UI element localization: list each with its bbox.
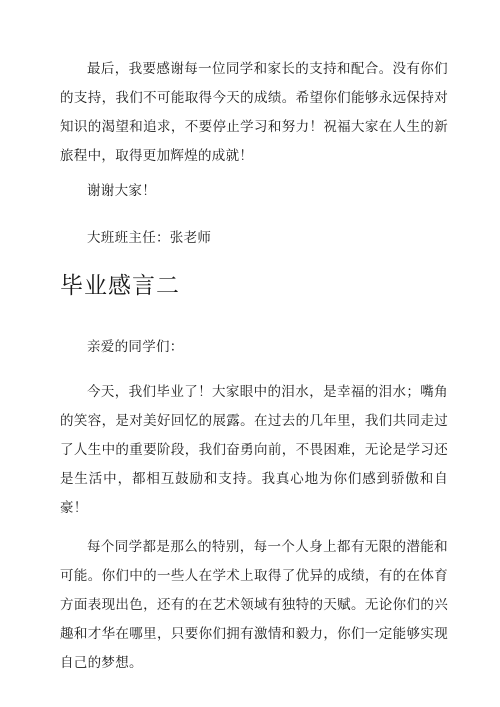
thanks-line: 谢谢大家！ — [87, 183, 156, 199]
greeting-line: 亲爱的同学们： — [87, 339, 184, 355]
signature-line: 大班班主任：张老师 — [87, 230, 212, 246]
closing-paragraph: 最后，我要感谢每一位同学和家长的支持和配合。没有你们的支持，我们不可能取得今天的成绩。希望你们能够永远保持对知识的渴望和追求，不要停止学习和努力！祝福大家在人生的新旅程中，取得更加辉煌的成就！ — [60, 61, 448, 164]
section-heading: 毕业感言二 — [60, 273, 180, 299]
body-paragraph-1: 今天，我们毕业了！大家眼中的泪水，是幸福的泪水；嘴角的笑容，是对美好回忆的展露。在过去的几年里，我们共同走过了人生中的重要阶段，我们奋勇向前，不畏困难，无论是学习还是生活中，都相互鼓励和支持。我真心地为你们感到骄傲和自豪！ — [60, 384, 448, 516]
body-paragraph-2: 每个同学都是那么的特别，每一个人身上都有无限的潜能和可能。你们中的一些人在学术上取得了优异的成绩，有的在体育方面表现出色，还有的在艺术领域有独特的天赋。无论你们的兴趣和才华在哪里，只要你们拥有激情和毅力，你们一定能够实现自己的梦想。 — [60, 539, 448, 671]
